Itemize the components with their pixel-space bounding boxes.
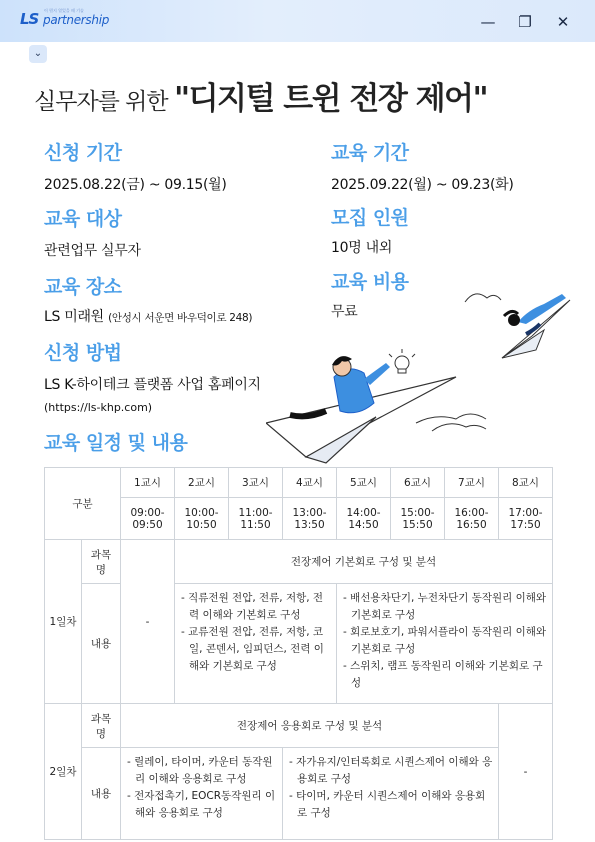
headline-prefix: 실무자를 위한 xyxy=(34,89,174,115)
collapse-chevron-button[interactable]: ⌄ xyxy=(29,45,47,63)
period-5-name: 5교시 xyxy=(337,468,391,498)
capacity-value: 10명 내외 xyxy=(331,240,393,256)
period-3-time xyxy=(229,498,283,540)
period-7-end: 16:50 xyxy=(456,518,487,531)
day1-subject: 전장제어 기본회로 구성 및 분석 xyxy=(175,540,553,584)
capacity-label: 모집 인원 xyxy=(331,207,409,229)
cost-value: 무료 xyxy=(331,304,358,320)
window-titlebar xyxy=(0,0,595,42)
maximize-button[interactable]: ❐ xyxy=(518,13,532,31)
day2-period8-cell: - xyxy=(499,704,553,840)
period-2-name: 2교시 xyxy=(175,468,229,498)
period-4-start: 13:00- xyxy=(292,506,327,519)
day2-content-label: 내용 xyxy=(82,748,121,840)
period-5-end: 14:50 xyxy=(348,518,379,531)
day1-content-a-item-1: - 직류전원 전압, 전류, 저항, 전력 이해와 기본회로 구성 xyxy=(181,592,324,621)
period-2-time xyxy=(175,498,229,540)
day1-subject-label-1: 과목 xyxy=(90,548,112,561)
day2-subject-label-2: 명 xyxy=(95,727,107,740)
edu-period-value: 2025.09.22(월) ~ 09.23(화) xyxy=(331,177,514,193)
close-button[interactable]: ✕ xyxy=(556,13,570,31)
day2-content-morning xyxy=(121,748,283,840)
day1-content-afternoon xyxy=(337,584,553,704)
period-3-name: 3교시 xyxy=(229,468,283,498)
headline-title: "디지털 트윈 전장 제어" xyxy=(173,81,488,117)
logo-mark: LS xyxy=(20,10,39,28)
schedule-table xyxy=(44,467,553,840)
page-headline xyxy=(34,73,487,118)
period-1-time xyxy=(121,498,175,540)
target-label: 교육 대상 xyxy=(44,208,122,230)
method-value: LS K-하이테크 플랫폼 사업 홈페이지 xyxy=(44,377,261,393)
day1-content-label: 내용 xyxy=(82,584,121,704)
day2-label: 2일차 xyxy=(45,704,82,840)
period-8-time xyxy=(499,498,553,540)
edu-period-label: 교육 기간 xyxy=(331,142,409,164)
day2-subject: 전장제어 응용회로 구성 및 분석 xyxy=(121,704,499,748)
day1-label: 1일차 xyxy=(45,540,82,704)
period-7-start: 16:00- xyxy=(454,506,489,519)
logo-text: partnership xyxy=(43,13,110,27)
target-value: 관련업무 실무자 xyxy=(44,243,141,259)
period-3-end: 11:50 xyxy=(240,518,271,531)
period-6-time xyxy=(391,498,445,540)
period-1-start: 09:00- xyxy=(130,506,165,519)
place-label: 교육 장소 xyxy=(44,276,122,298)
cost-label: 교육 비용 xyxy=(331,271,409,293)
day2-content-afternoon xyxy=(283,748,499,840)
day1-content-a-item-2: - 교류전원 전압, 전류, 저항, 코일, 콘덴서, 임피던스, 전력 이해와 기본회로 구성 xyxy=(181,626,324,672)
place-name: LS 미래원 xyxy=(44,309,104,325)
period-2-end: 10:50 xyxy=(186,518,217,531)
period-7-name: 7교시 xyxy=(445,468,499,498)
period-8-name: 8교시 xyxy=(499,468,553,498)
place-value xyxy=(44,306,252,326)
day2-content-a-item-2: - 전자접촉기, EOCR동작원리 이해와 응용회로 구성 xyxy=(127,790,276,819)
period-6-start: 15:00- xyxy=(400,506,435,519)
period-6-end: 15:50 xyxy=(402,518,433,531)
minimize-button[interactable]: — xyxy=(480,13,496,31)
day1-period1-cell: - xyxy=(121,540,175,704)
period-1-name: 1교시 xyxy=(121,468,175,498)
day2-content-b-item-2: - 타이머, 카운터 시퀀스제어 이해와 응용회로 구성 xyxy=(289,790,486,819)
day1-content-b-item-1: - 배선용차단기, 누전차단기 동작원리 이해와 기본회로 구성 xyxy=(343,592,547,621)
period-1-end: 09:50 xyxy=(132,518,163,531)
day1-content-morning xyxy=(175,584,337,704)
day1-content-b-item-2: - 회로보호기, 파워서플라이 동작원리 이해와 기본회로 구성 xyxy=(343,626,547,655)
day1-subject-label-2: 명 xyxy=(95,563,107,576)
paper-plane-rider-illustration xyxy=(266,345,506,465)
period-4-end: 13:50 xyxy=(294,518,325,531)
method-label: 신청 방법 xyxy=(44,342,122,364)
method-url: (https://ls-khp.com) xyxy=(44,401,153,414)
period-4-time xyxy=(283,498,337,540)
schedule-label: 교육 일정 및 내용 xyxy=(44,432,188,454)
apply-period-label: 신청 기간 xyxy=(44,142,122,164)
apply-period-value: 2025.08.22(금) ~ 09.15(월) xyxy=(44,177,227,193)
period-5-time xyxy=(337,498,391,540)
period-7-time xyxy=(445,498,499,540)
logo-tagline: 이 뭔지 열었을 때 기술 xyxy=(44,8,84,13)
day2-content-b-item-1: - 자가유지/인터록회로 시퀀스제어 이해와 응용회로 구성 xyxy=(289,756,493,785)
period-4-name: 4교시 xyxy=(283,468,337,498)
day1-content-b-item-3: - 스위치, 램프 동작원리 이해와 기본회로 구성 xyxy=(343,660,543,689)
period-8-start: 17:00- xyxy=(508,506,543,519)
day1-subject-label xyxy=(82,540,121,584)
day2-content-a-item-1: - 릴레이, 타이머, 카운터 동작원리 이해와 응용회로 구성 xyxy=(127,756,273,785)
period-6-name: 6교시 xyxy=(391,468,445,498)
period-5-start: 14:00- xyxy=(346,506,381,519)
period-2-start: 10:00- xyxy=(184,506,219,519)
day2-subject-label-1: 과목 xyxy=(90,712,112,725)
period-8-end: 17:50 xyxy=(510,518,541,531)
place-address: (안성시 서운면 바우덕이로 248) xyxy=(108,312,253,324)
day2-subject-label xyxy=(82,704,121,748)
table-header-label: 구분 xyxy=(45,468,121,540)
period-3-start: 11:00- xyxy=(238,506,273,519)
